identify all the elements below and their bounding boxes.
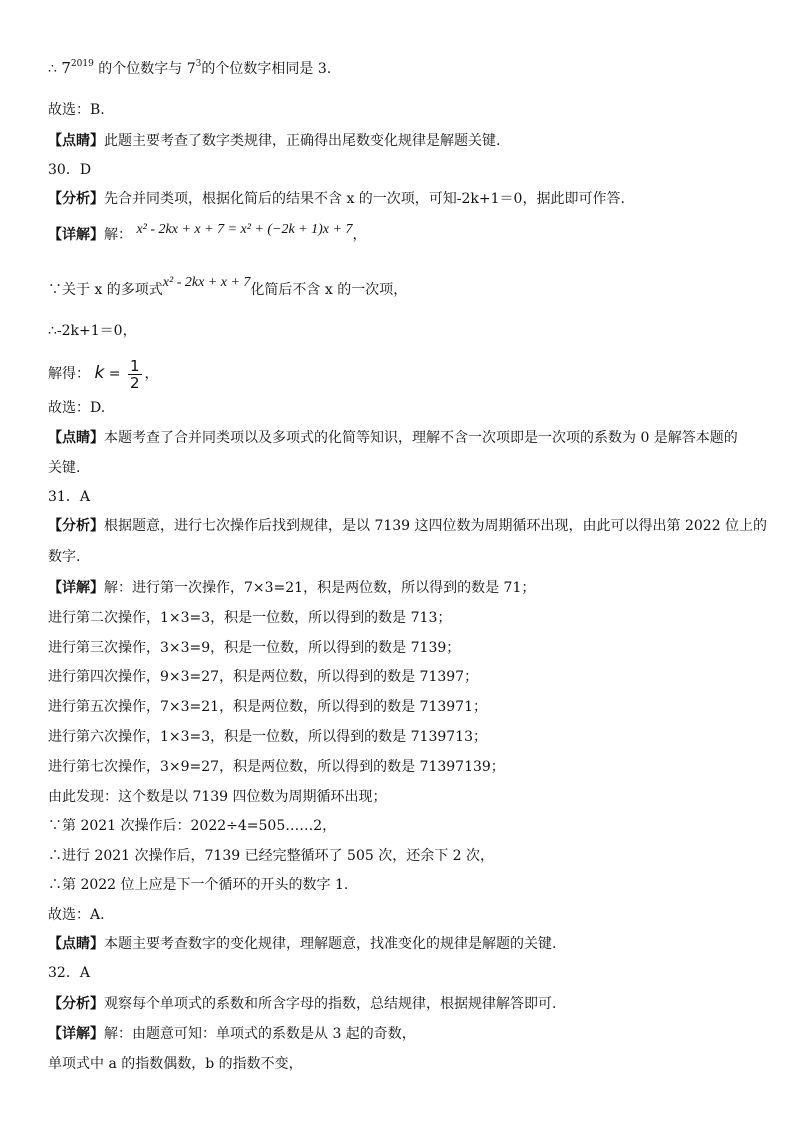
section-text: 根据题意，进行七次操作后找到规律，是以 7139 这四位数为周期循环出现，由此可以得出第 2022 位上的 xyxy=(104,518,768,534)
line-text: 解得： xyxy=(48,366,90,382)
section-tag: 【点睛】 xyxy=(48,430,104,446)
condition-line xyxy=(48,275,408,301)
section-tag: 【详解】 xyxy=(48,227,104,243)
analysis-line xyxy=(48,516,767,536)
step-line: 进行第三次操作，3×3=9，积是一位数，所以得到的数是 7139； xyxy=(48,640,461,656)
continuation-line: 关键. xyxy=(48,460,81,476)
polynomial-formula: x² - 2kx + x + 7 xyxy=(162,275,251,290)
section-text: 解：进行第一次操作，7×3=21，积是两位数，所以得到的数是 71； xyxy=(104,580,536,596)
reason-line: ∵第 2021 次操作后：2022÷4=505……2， xyxy=(48,818,337,834)
section-text: 解：由题意可知：单项式的系数是从 3 起的奇数， xyxy=(104,1026,416,1042)
comment-line xyxy=(48,934,556,954)
step-line: 进行第四次操作，9×3=27，积是两位数，所以得到的数是 71397； xyxy=(48,669,479,685)
equation-line: ∴-2k+1＝0， xyxy=(48,323,137,339)
section-text: 本题主要考查数字的变化规律，理解题意，找准变化的规律是解题的关键. xyxy=(104,936,557,952)
analysis-line xyxy=(48,994,556,1014)
base-seven: 7 xyxy=(61,59,71,77)
conclusion-line: ∴进行 2021 次操作后，7139 已经完整循环了 505 次，还余下 2 次， xyxy=(48,848,495,864)
answer-line: 故选：A. xyxy=(48,907,105,923)
section-tag: 【点睛】 xyxy=(48,133,104,149)
answer-line: 故选：B. xyxy=(48,102,105,118)
punctuation: ， xyxy=(144,366,159,382)
exponent-3: 3 xyxy=(195,59,202,69)
line-text: ∵关于 x 的多项式 xyxy=(48,282,163,298)
section-tag: 【详解】 xyxy=(48,580,104,596)
finding-line: 由此发现：这个数是以 7139 四位数为周期循环出现； xyxy=(48,789,387,805)
section-tag: 【详解】 xyxy=(48,1026,104,1042)
section-tag: 【分析】 xyxy=(48,996,104,1012)
section-tag: 【分析】 xyxy=(48,191,104,207)
question-30-heading: 30．D xyxy=(48,162,92,178)
section-tag: 【分析】 xyxy=(48,518,104,534)
exponent-2019: 2019 xyxy=(70,59,94,69)
polynomial-formula: x² - 2kx + x + 7 = x² + (−2k + 1)x + 7 xyxy=(136,222,353,237)
analysis-line xyxy=(48,189,625,209)
detail-line xyxy=(48,1024,416,1044)
question-32-heading: 32．A xyxy=(48,965,90,981)
comment-line xyxy=(48,428,738,448)
section-text: 此题主要考查了数字类规律，正确得出尾数变化规律是解题关键. xyxy=(104,133,501,149)
variable-k: k xyxy=(94,363,105,383)
numerator: 1 xyxy=(129,356,140,375)
step-line: 进行第七次操作，3×9=27，积是两位数，所以得到的数是 71397139； xyxy=(48,759,505,775)
line-text: 化简后不含 x 的一次项， xyxy=(250,282,408,298)
line-text: 的个位数字与 7 xyxy=(98,61,196,77)
step-line: 进行第六次操作，1×3=3，积是一位数，所以得到的数是 7139713； xyxy=(48,729,487,745)
line-text: 的个位数字相同是 3. xyxy=(201,61,332,77)
detail-line xyxy=(48,578,535,598)
section-text: 本题考查了合并同类项以及多项式的化简等知识，理解不含一次项即是一次项的系数为 0 是解答本题的 xyxy=(104,430,738,446)
section-text: 观察每个单项式的系数和所含字母的指数，总结规律，根据规律解答即可. xyxy=(104,996,557,1012)
fraction-one-half xyxy=(128,358,142,391)
comment-line xyxy=(48,131,500,151)
solution-line xyxy=(48,356,159,391)
step-line: 进行第五次操作，7×3=21，积是两位数，所以得到的数是 713971； xyxy=(48,699,487,715)
step-line: 进行第二次操作，1×3=3，积是一位数，所以得到的数是 713； xyxy=(48,610,452,626)
equals-sign: = xyxy=(108,366,121,382)
punctuation: ， xyxy=(352,227,367,243)
detail-line xyxy=(48,222,367,246)
denominator: 2 xyxy=(129,373,140,392)
answer-line: 故选：D. xyxy=(48,400,106,416)
section-text: 解： xyxy=(104,227,132,243)
section-text: 先合并同类项，根据化简后的结果不含 x 的一次项，可知-2k+1＝0，据此即可作答. xyxy=(104,191,625,207)
rule-line: 单项式中 a 的指数偶数，b 的指数不变， xyxy=(48,1056,303,1072)
conclusion-line: ∴第 2022 位上应是下一个循环的开头的数字 1. xyxy=(48,877,349,893)
section-tag: 【点睛】 xyxy=(48,936,104,952)
continuation-line: 数字. xyxy=(48,549,81,565)
line-power-units xyxy=(48,58,331,81)
question-31-heading: 31．A xyxy=(48,489,90,505)
therefore-symbol: ∴ xyxy=(48,61,57,77)
